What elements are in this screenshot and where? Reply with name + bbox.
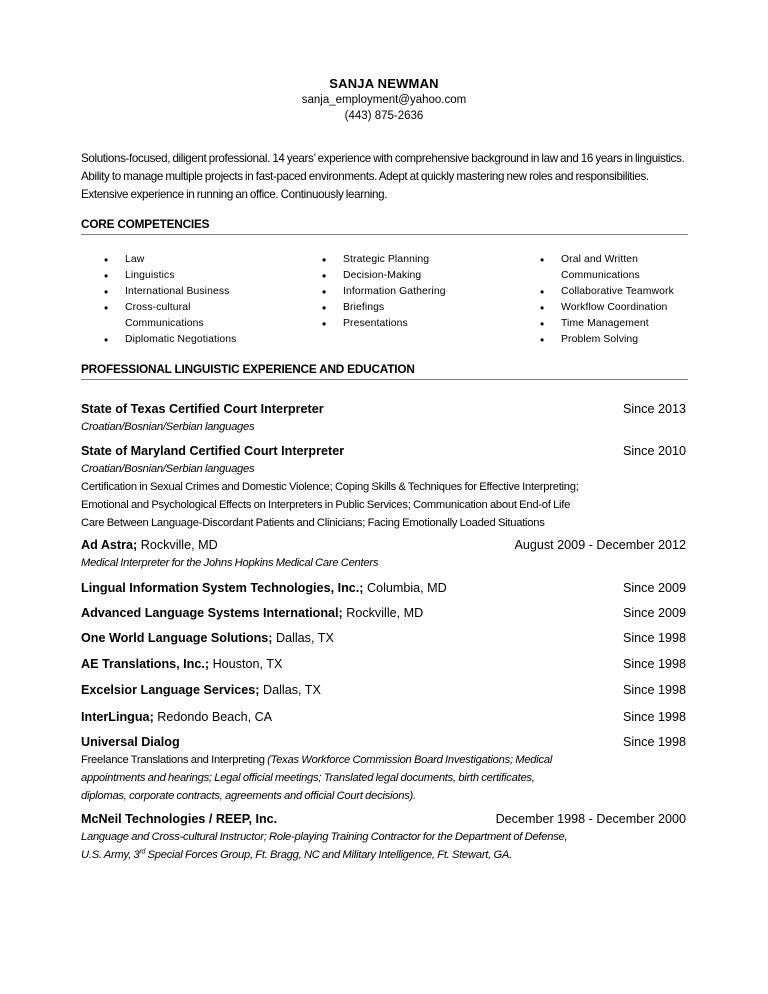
- entry-location: Rockville, MD: [342, 606, 424, 620]
- competency-column-3: [540, 252, 690, 348]
- experience-entry-one-world: [81, 629, 686, 647]
- entry-title: State of Maryland Certified Court Interpreter: [81, 444, 345, 458]
- entry-detail-plain: Freelance Translations and Interpreting: [81, 754, 268, 766]
- entry-location: Dallas, TX: [259, 683, 321, 697]
- entry-company: McNeil Technologies / REEP, Inc.: [81, 812, 278, 826]
- entry-date: December 1998 - December 2000: [495, 812, 686, 826]
- entry-location: Dallas, TX: [272, 631, 334, 645]
- entry-detail-part: Special Forces Group, Ft. Bragg, NC and Military Intelligence, Ft. Stewart, GA.: [145, 849, 513, 861]
- experience-entry-ae-translations: [81, 655, 686, 673]
- experience-entry-ad-astra: [81, 536, 686, 572]
- competency-item: • Linguistics: [104, 268, 274, 284]
- email-address: sanja_employment@yahoo.com: [301, 94, 467, 106]
- competency-item: • Briefings: [322, 300, 492, 316]
- entry-date: Since 2010: [622, 444, 686, 458]
- phone-number: (443) 875-2636: [344, 110, 424, 122]
- entry-company: Advanced Language Systems International;: [81, 606, 343, 620]
- competency-column-1: [104, 252, 274, 348]
- entry-date: Since 1998: [622, 683, 686, 697]
- entry-company: InterLingua;: [81, 710, 154, 724]
- entry-detail: appointments and hearings; Legal official meetings; Translated legal documents, birth certificates,: [81, 772, 535, 784]
- competency-item: • Cross-cultural Communications: [104, 300, 225, 332]
- entry-date: Since 1998: [622, 657, 686, 671]
- entry-detail: Emotional and Psychological Effects on Interpreters in Public Services; Communication about End-of Life: [81, 499, 571, 511]
- experience-entry-universal-dialog: [81, 733, 686, 805]
- entry-company: Lingual Information System Technologies, Inc.;: [81, 581, 364, 595]
- resume-header: [0, 76, 768, 124]
- entry-company: Ad Astra;: [81, 538, 138, 552]
- experience-entry-lingual: [81, 579, 686, 597]
- entry-date: Since 1998: [622, 735, 686, 749]
- entry-title: State of Texas Certified Court Interpreter: [81, 402, 324, 416]
- entry-location: Houston, TX: [209, 657, 283, 671]
- entry-detail-part: U.S. Army, 3: [81, 849, 140, 861]
- entry-company: Excelsior Language Services;: [81, 683, 260, 697]
- competency-item: • Law: [104, 252, 274, 268]
- core-competencies-heading: CORE COMPETENCIES: [81, 216, 688, 235]
- competency-item: • Information Gathering: [322, 284, 492, 300]
- entry-date: Since 1998: [622, 710, 686, 724]
- experience-entry-interlingua: [81, 708, 686, 726]
- entry-date: Since 2009: [622, 581, 686, 595]
- competency-item: • Presentations: [322, 316, 492, 332]
- competency-item: • Workflow Coordination: [540, 300, 690, 316]
- competency-item: • Time Management: [540, 316, 690, 332]
- competency-item: • Decision-Making: [322, 268, 492, 284]
- experience-entry-mcneil: [81, 810, 686, 864]
- entry-company: AE Translations, Inc.;: [81, 657, 210, 671]
- entry-detail: diplomas, corporate contracts, agreements and official Court decisions).: [81, 790, 416, 802]
- competency-column-2: [322, 252, 492, 332]
- entry-location: Rockville, MD: [137, 538, 218, 552]
- candidate-name: SANJA NEWMAN: [329, 76, 439, 91]
- entry-detail: [81, 751, 686, 769]
- experience-entry-excelsior: [81, 681, 686, 699]
- entry-detail-italic: (Texas Workforce Commission Board Investigations; Medical: [267, 754, 553, 766]
- experience-entry-maryland: [81, 442, 686, 532]
- entry-detail: Medical Interpreter for the Johns Hopkins Medical Care Centers: [81, 557, 379, 569]
- entry-detail: Language and Cross-cultural Instructor; Role-playing Training Contractor for the Department of Defense,: [81, 831, 568, 843]
- competency-item: • Collaborative Teamwork: [540, 284, 690, 300]
- entry-company: One World Language Solutions;: [81, 631, 273, 645]
- entry-date: Since 1998: [622, 631, 686, 645]
- entry-date: Since 2009: [622, 606, 686, 620]
- entry-detail: Croatian/Bosnian/Serbian languages: [81, 463, 255, 475]
- competency-item: • Diplomatic Negotiations: [104, 332, 274, 348]
- entry-location: Redondo Beach, CA: [153, 710, 273, 724]
- entry-detail: [81, 846, 686, 864]
- entry-company: Universal Dialog: [81, 735, 180, 749]
- professional-summary: Solutions-focused, diligent professional. 14 years’ experience with comprehensive background in law and 16 years in linguistics. Ability to manage multiple projects in fast-paced environments. Adept at quickly mastering new roles and responsibilities. Extensive experience in running an office. Continuously learning.: [81, 152, 685, 201]
- experience-entry-advanced: [81, 604, 686, 622]
- competency-item: • International Business: [104, 284, 274, 300]
- competency-item: • Problem Solving: [540, 332, 690, 348]
- ordinal-suffix: rd: [139, 848, 146, 856]
- entry-detail: Certification in Sexual Crimes and Domestic Violence; Coping Skills & Techniques for Effective Interpreting;: [81, 481, 579, 493]
- experience-heading: PROFESSIONAL LINGUISTIC EXPERIENCE AND EDUCATION: [81, 361, 688, 380]
- entry-date: Since 2013: [622, 402, 686, 416]
- experience-entry-texas: [81, 400, 686, 436]
- entry-location: Columbia, MD: [363, 581, 447, 595]
- entry-date: August 2009 - December 2012: [514, 538, 686, 552]
- entry-detail: Croatian/Bosnian/Serbian languages: [81, 421, 255, 433]
- competency-item: • Oral and Written Communications: [540, 252, 661, 284]
- entry-detail: Care Between Language-Discordant Patients and Clinicians; Facing Emotionally Loaded Situations: [81, 517, 545, 529]
- competency-item: • Strategic Planning: [322, 252, 492, 268]
